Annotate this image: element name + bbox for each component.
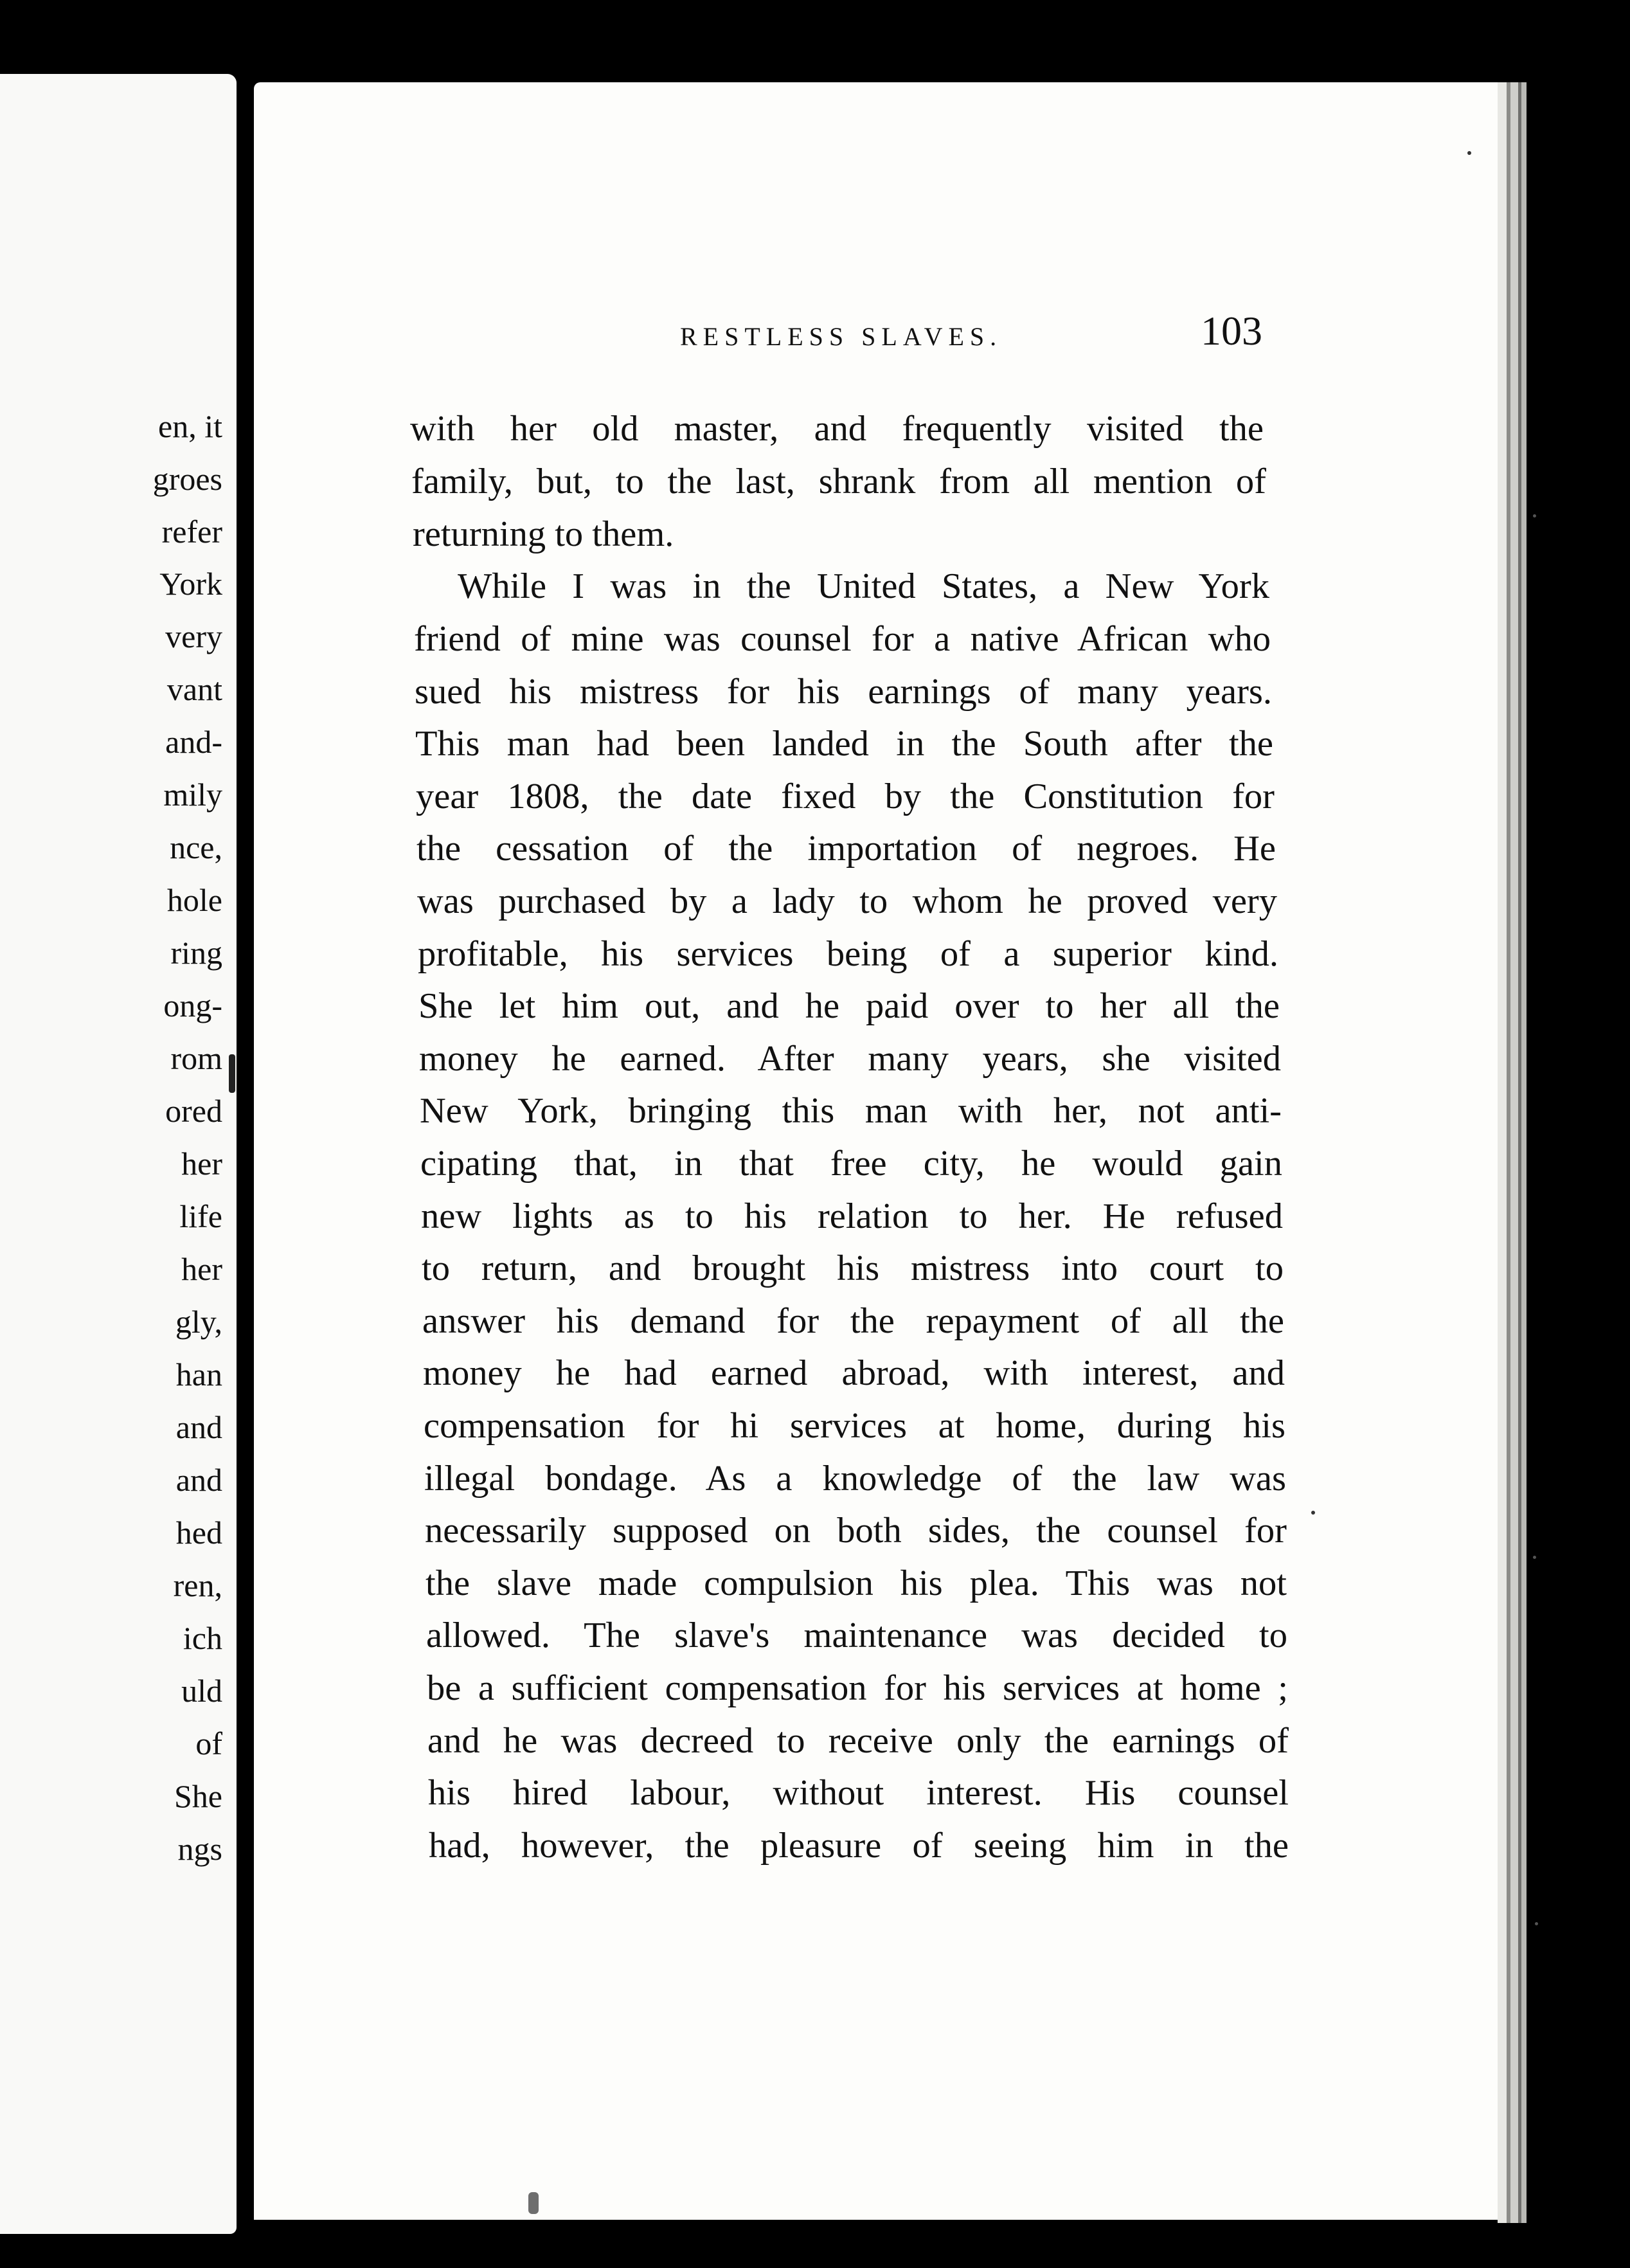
scan-speck	[1535, 1922, 1538, 1925]
left-page	[0, 74, 237, 2234]
scan-speck	[1467, 151, 1471, 155]
scan-speck	[1533, 514, 1536, 518]
left-line-fragment: han	[175, 1356, 222, 1392]
body-line: money he earned. After many years, she visited	[419, 1039, 1281, 1079]
body-line: to return, and brought his mistress into court to	[422, 1248, 1284, 1288]
left-line-fragment: rom	[170, 1040, 222, 1076]
body-line: friend of mine was counsel for a native African who	[414, 619, 1271, 659]
scan-speck	[1533, 1556, 1536, 1559]
body-line: necessarily supposed on both sides, the counsel for	[425, 1511, 1287, 1551]
body-line: This man had been landed in the South after the	[415, 724, 1273, 764]
left-line-fragment: hole	[166, 882, 222, 918]
body-line: While I was in the United States, a New York	[458, 566, 1269, 606]
body-line: the slave made compulsion his plea. This was not	[425, 1563, 1287, 1603]
left-line-fragment: gly,	[175, 1304, 222, 1340]
page-edge	[1521, 82, 1527, 2223]
running-head: RESTLESS SLAVES.	[680, 322, 1003, 351]
body-line: compensation for hi services at home, during his	[424, 1406, 1285, 1446]
left-line-fragment: and	[175, 1462, 222, 1498]
left-line-fragment: hed	[175, 1515, 222, 1551]
body-line: the cessation of the importation of negroes. He	[416, 829, 1276, 869]
body-line: illegal bondage. As a knowledge of the law was	[424, 1459, 1286, 1498]
body-line: profitable, his services being of a superior kind.	[418, 934, 1278, 974]
left-line-fragment: life	[179, 1198, 222, 1234]
left-line-fragment: very	[165, 618, 222, 654]
body-line: cipating that, in that free city, he would gain	[420, 1144, 1282, 1184]
left-line-fragment: en, it	[158, 408, 222, 444]
body-line: sued his mistress for his earnings of many years.	[415, 672, 1272, 712]
body-line: returning to them.	[413, 514, 674, 554]
left-line-fragment: York	[159, 566, 222, 602]
left-line-fragment: of	[195, 1725, 222, 1761]
body-line: his hired labour, without interest. His counsel	[428, 1773, 1289, 1813]
body-line: money he had earned abroad, with interest, and	[423, 1353, 1285, 1393]
body-line: answer his demand for the repayment of all the	[422, 1301, 1284, 1341]
left-line-fragment: her	[181, 1251, 222, 1287]
left-line-fragment: ich	[183, 1620, 222, 1656]
left-line-fragment: She	[174, 1778, 222, 1814]
left-line-fragment: ring	[170, 935, 222, 971]
left-line-fragment: vant	[166, 671, 222, 707]
body-line: She let him out, and he paid over to her all the	[418, 986, 1280, 1026]
body-line: be a sufficient compensation for his services at home ;	[427, 1668, 1288, 1708]
body-line: family, but, to the last, shrank from all mention of	[411, 462, 1266, 501]
left-line-fragment: groes	[152, 461, 222, 497]
page-edge	[1498, 82, 1507, 2223]
scan-artifact	[528, 2192, 539, 2214]
body-line: was purchased by a lady to whom he proved very	[417, 881, 1277, 921]
left-line-fragment: her	[181, 1146, 222, 1182]
body-line: allowed. The slave's maintenance was decided to	[426, 1616, 1287, 1655]
body-line: New York, bringing this man with her, not anti-	[420, 1091, 1282, 1131]
body-line: and he was decreed to receive only the earnings of	[427, 1721, 1289, 1761]
page-edge	[1510, 82, 1518, 2223]
body-line: with her old master, and frequently visited the	[410, 409, 1264, 449]
binding-mark	[229, 1054, 235, 1093]
left-line-fragment: mily	[163, 777, 222, 813]
left-line-fragment: and-	[165, 724, 222, 760]
left-line-fragment: ored	[165, 1093, 222, 1129]
left-line-fragment: uld	[181, 1673, 222, 1709]
left-line-fragment: ren,	[173, 1567, 222, 1603]
body-line: year 1808, the date fixed by the Constitution for	[416, 777, 1275, 816]
body-line: new lights as to his relation to her. He refused	[421, 1196, 1283, 1236]
left-line-fragment: ong-	[163, 987, 222, 1023]
left-line-fragment: ngs	[177, 1831, 222, 1867]
page-number: 103	[1201, 308, 1262, 354]
scan-speck	[1311, 1511, 1315, 1515]
left-line-fragment: refer	[161, 514, 222, 550]
left-line-fragment: and	[175, 1409, 222, 1445]
body-line: had, however, the pleasure of seeing him in the	[429, 1826, 1289, 1866]
left-line-fragment: nce,	[170, 829, 222, 865]
